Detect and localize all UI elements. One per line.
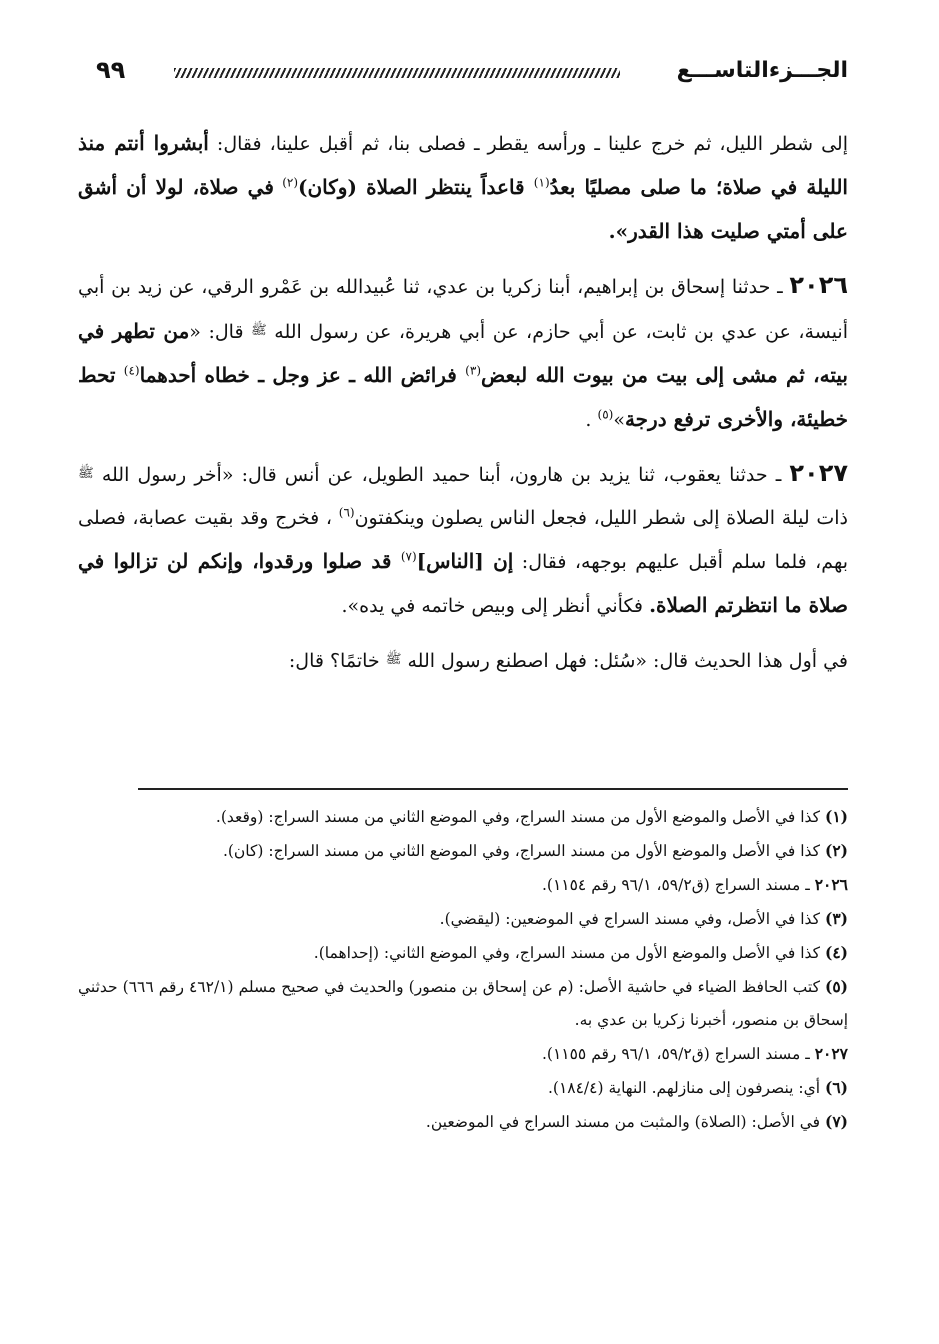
footnote-item	[78, 800, 848, 834]
footnote-ref: (٦)	[338, 505, 355, 520]
hadith-text: أبشروا أنتم منذ الليلة في صلاة؛ ما صلى مصليًا بعدُ	[78, 131, 848, 199]
text: ذات ليلة الصلاة إلى شطر الليل، فجعل الناس يصلون وينكفتون	[354, 507, 848, 529]
footnote-item	[78, 970, 848, 1037]
footnotes	[78, 800, 848, 1139]
text: .	[585, 409, 598, 431]
text: في أول هذا الحديث قال: «سُئل: فهل اصطنع رسول الله	[401, 650, 848, 672]
footnote-text: أي: ينصرفون إلى منازلهم. النهاية (١٨٤/٤).	[547, 1079, 825, 1097]
footnote-number: (٥)	[825, 977, 849, 996]
hadith-text: فرائض الله ـ عز وجل ـ خطاه أحدهما	[139, 363, 466, 387]
text: ، فخرج وقد بقيت عصابة، فصلى بهم، فلما سلم أقبل عليهم بوجهه، فقال:	[78, 507, 848, 573]
hadith-number: ٢٠٢٧	[789, 459, 848, 487]
footnote-item	[78, 868, 848, 902]
hadith-2027	[78, 452, 848, 628]
footnote-number: ٢٠٢٦	[814, 875, 848, 894]
text: خاتمًا؟ قال:	[288, 650, 386, 672]
footnote-text: كذا في الأصل والموضع الأول من مسند السراج، وفي الموضع الثاني من مسند السراج: (كان).	[222, 842, 825, 860]
hadith-text: من تطهر في بيته، ثم مشى إلى بيت من بيوت الله لبعض	[78, 319, 848, 387]
footnote-ref: (٢)	[282, 175, 299, 190]
page-number: ٩٩	[96, 56, 126, 84]
footnote-text: في الأصل: (الصلاة) والمثبت من مسند السراج في الموضعين.	[425, 1113, 825, 1131]
footnote-text: كتب الحافظ الضياء في حاشية الأصل: (م عن إسحاق بن منصور) والحديث في صحيح مسلم (٤٦٢/١ رقم ٦٦٦) حدثني إسحاق بن منصور، أخبرنا زكريا بن عدي به.	[78, 978, 848, 1029]
paragraph-last	[78, 638, 848, 683]
page-header	[78, 58, 848, 92]
salutation-glyph: ﷺ	[78, 466, 94, 481]
main-text	[78, 122, 848, 693]
header-decorative-rule	[174, 68, 620, 78]
footnote-text: ـ مسند السراج (ق٥٩/٢، ٩٦/١ رقم ١١٥٥).	[541, 1045, 815, 1063]
footnote-number: ٢٠٢٧	[814, 1044, 848, 1063]
footnote-text: كذا في الأصل، وفي مسند السراج في الموضعين: (ليقضي).	[439, 910, 825, 928]
hadith-text: في صلاة، لولا أن أشق على أمتي صليت هذا القدر».	[78, 175, 848, 243]
text: قال: «	[189, 321, 252, 343]
footnote-ref: (٣)	[465, 363, 481, 378]
hadith-number: ٢٠٢٦	[789, 271, 848, 299]
book-page	[78, 52, 848, 1322]
footnote-text: ـ مسند السراج (ق٥٩/٢، ٩٦/١ رقم ١١٥٤).	[541, 876, 815, 894]
hadith-text: قاعداً ينتظر الصلاة (وكان)	[298, 175, 534, 199]
footnote-item	[78, 1037, 848, 1071]
footnote-item	[78, 834, 848, 868]
footnote-number: (٧)	[824, 1112, 848, 1131]
footnote-item	[78, 902, 848, 936]
footnote-number: (٦)	[824, 1078, 848, 1097]
footnote-number: (٣)	[824, 909, 848, 928]
footnote-separator	[138, 788, 848, 790]
isnad-text: ـ حدثنا يعقوب، ثنا يزيد بن هارون، أبنا حميد الطويل، عن أنس قال: «أخر رسول الله	[93, 464, 790, 486]
footnote-number: (٤)	[824, 943, 848, 962]
hadith-text: تحط خطيئة، والأخرى ترفع درجة	[78, 363, 848, 431]
footnote-ref: (٤)	[123, 363, 140, 378]
footnote-ref: (٥)	[597, 407, 614, 422]
footnote-item	[78, 936, 848, 970]
footnote-ref: (٧)	[400, 549, 417, 564]
footnote-ref: (١)	[533, 175, 550, 190]
salutation-glyph: ﷺ	[385, 652, 402, 667]
footnote-item	[78, 1105, 848, 1139]
text-line: إلى شطر الليل، ثم خرج علينا ـ ورأسه يقطر ـ فصلى بنا، ثم أقبل علينا، فقال:	[216, 133, 848, 155]
footnote-number: (١)	[824, 807, 848, 826]
hadith-text: إن [الناس]	[416, 549, 514, 573]
paragraph-continuation	[78, 122, 848, 254]
footnote-text: كذا في الأصل والموضع الأول من مسند السراج، وفي الموضع الثاني من مسند السراج: (وقعد).	[215, 808, 825, 826]
hadith-text: قد صلوا ورقدوا، وإنكم لن تزالوا في صلاة ما انتظرتم الصلاة.	[78, 549, 848, 617]
salutation-glyph: ﷺ	[251, 323, 267, 338]
hadith-2026	[78, 264, 848, 442]
text: »	[613, 409, 625, 431]
isnad-text: ـ حدثنا إسحاق بن إبراهيم، أبنا زكريا بن عدي، ثنا عُبيدالله بن عَمْرو الرقي، عن زيد بن أبي أنيسة، عن عدي بن ثابت، عن أبي حازم، عن أبي هريرة، عن رسول الله	[78, 276, 848, 343]
text: فكأني أنظر إلى وبيص خاتمه في يده».	[341, 595, 650, 617]
footnote-item	[78, 1071, 848, 1105]
book-title: الجـــزءالتاســـع	[676, 58, 848, 83]
footnote-number: (٢)	[824, 841, 848, 860]
footnote-text: كذا في الأصل والموضع الأول من مسند السراج، وفي الموضع الثاني: (إحداهما).	[313, 944, 825, 962]
